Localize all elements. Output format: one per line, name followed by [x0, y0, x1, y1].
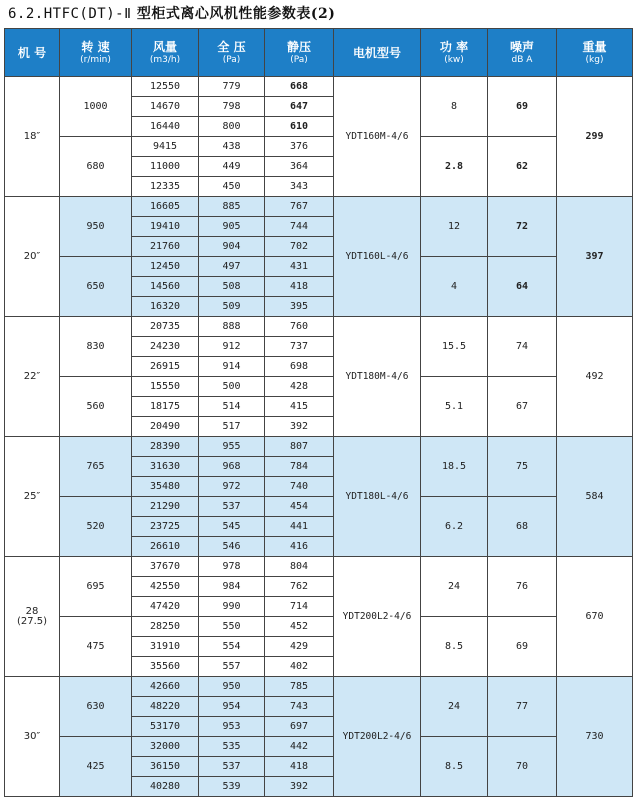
static-pressure-cell: 428: [265, 377, 334, 397]
airflow-cell: 28390: [132, 437, 199, 457]
title-prefix: 6.2.HTFC(DT)-Ⅱ: [8, 6, 132, 22]
total-pressure-cell: 537: [199, 757, 265, 777]
airflow-cell: 47420: [132, 597, 199, 617]
header-row: [5, 29, 633, 77]
table-row: [5, 437, 633, 457]
power-cell: 6.2: [421, 497, 488, 557]
speed-cell: 680: [60, 137, 132, 197]
total-pressure-cell: 508: [199, 277, 265, 297]
fan-size: 20″: [23, 250, 41, 262]
airflow-cell: 14560: [132, 277, 199, 297]
airflow-cell: 35480: [132, 477, 199, 497]
total-pressure-cell: 800: [199, 117, 265, 137]
airflow-cell: 24230: [132, 337, 199, 357]
total-pressure-cell: 554: [199, 637, 265, 657]
static-pressure-cell: 431: [265, 257, 334, 277]
static-pressure-cell: 376: [265, 137, 334, 157]
power-cell: 24: [421, 557, 488, 617]
table-row: [5, 617, 633, 637]
weight-cell: 492: [557, 317, 633, 437]
static-pressure-cell: 740: [265, 477, 334, 497]
airflow-cell: 16605: [132, 197, 199, 217]
fan-size-cell: [5, 557, 60, 677]
airflow-cell: 35560: [132, 657, 199, 677]
table-row: [5, 77, 633, 97]
total-pressure-cell: 914: [199, 357, 265, 377]
total-pressure-cell: 546: [199, 537, 265, 557]
static-pressure-cell: 416: [265, 537, 334, 557]
total-pressure-cell: 509: [199, 297, 265, 317]
total-pressure-cell: 450: [199, 177, 265, 197]
static-pressure-cell: 415: [265, 397, 334, 417]
noise-cell: 72: [488, 197, 557, 257]
airflow-cell: 32000: [132, 737, 199, 757]
airflow-cell: 12550: [132, 77, 199, 97]
performance-table: [4, 28, 633, 797]
speed-cell: 630: [60, 677, 132, 737]
total-pressure-cell: 517: [199, 417, 265, 437]
fan-size-cell: [5, 437, 60, 557]
static-pressure-cell: 442: [265, 737, 334, 757]
fan-size: 25″: [23, 490, 41, 502]
speed-cell: 830: [60, 317, 132, 377]
static-pressure-cell: 610: [265, 117, 334, 137]
table-row: [5, 677, 633, 697]
page-title: [8, 3, 335, 23]
total-pressure-cell: 557: [199, 657, 265, 677]
speed-cell: 560: [60, 377, 132, 437]
speed-cell: 425: [60, 737, 132, 797]
motor-cell: YDT180L-4/6: [334, 437, 421, 557]
airflow-cell: 31630: [132, 457, 199, 477]
total-pressure-cell: 968: [199, 457, 265, 477]
static-pressure-cell: 402: [265, 657, 334, 677]
weight-cell: 670: [557, 557, 633, 677]
total-pressure-cell: 514: [199, 397, 265, 417]
total-pressure-cell: 779: [199, 77, 265, 97]
airflow-cell: 19410: [132, 217, 199, 237]
airflow-cell: 36150: [132, 757, 199, 777]
static-pressure-cell: 392: [265, 417, 334, 437]
table-row: [5, 737, 633, 757]
static-pressure-cell: 395: [265, 297, 334, 317]
motor-cell: YDT160M-4/6: [334, 77, 421, 197]
header-model: 机 号: [5, 29, 60, 77]
fan-size: 18″: [23, 130, 41, 142]
power-cell: 8.5: [421, 617, 488, 677]
noise-cell: 64: [488, 257, 557, 317]
static-pressure-cell: 743: [265, 697, 334, 717]
fan-size-cell: [5, 317, 60, 437]
noise-cell: 67: [488, 377, 557, 437]
total-pressure-cell: 912: [199, 337, 265, 357]
title-main: 型柜式离心风机性能参数表(2): [136, 6, 336, 22]
speed-cell: 765: [60, 437, 132, 497]
fan-size: 30″: [23, 730, 41, 742]
noise-cell: 76: [488, 557, 557, 617]
airflow-cell: 21290: [132, 497, 199, 517]
fan-size: 28: [25, 605, 39, 617]
power-cell: 8: [421, 77, 488, 137]
fan-size: 22″: [23, 370, 41, 382]
static-pressure-cell: 668: [265, 77, 334, 97]
total-pressure-cell: 978: [199, 557, 265, 577]
speed-cell: 695: [60, 557, 132, 617]
total-pressure-cell: 545: [199, 517, 265, 537]
airflow-cell: 21760: [132, 237, 199, 257]
airflow-cell: 12450: [132, 257, 199, 277]
airflow-cell: 18175: [132, 397, 199, 417]
noise-cell: 75: [488, 437, 557, 497]
noise-cell: 68: [488, 497, 557, 557]
airflow-cell: 26610: [132, 537, 199, 557]
airflow-cell: 26915: [132, 357, 199, 377]
header-weight: 重量 (kg): [557, 29, 633, 77]
static-pressure-cell: 647: [265, 97, 334, 117]
total-pressure-cell: 904: [199, 237, 265, 257]
weight-cell: 584: [557, 437, 633, 557]
static-pressure-cell: 441: [265, 517, 334, 537]
fan-size-cell: [5, 677, 60, 797]
airflow-cell: 23725: [132, 517, 199, 537]
total-pressure-cell: 497: [199, 257, 265, 277]
airflow-cell: 20735: [132, 317, 199, 337]
fan-size-alt: (27.5): [16, 615, 48, 627]
static-pressure-cell: 452: [265, 617, 334, 637]
static-pressure-cell: 760: [265, 317, 334, 337]
speed-cell: 475: [60, 617, 132, 677]
static-pressure-cell: 762: [265, 577, 334, 597]
total-pressure-cell: 888: [199, 317, 265, 337]
airflow-cell: 53170: [132, 717, 199, 737]
speed-cell: 1000: [60, 77, 132, 137]
power-cell: 24: [421, 677, 488, 737]
speed-cell: 520: [60, 497, 132, 557]
airflow-cell: 20490: [132, 417, 199, 437]
static-pressure-cell: 744: [265, 217, 334, 237]
total-pressure-cell: 954: [199, 697, 265, 717]
table-row: [5, 137, 633, 157]
fan-size-cell: [5, 197, 60, 317]
table-row: [5, 257, 633, 277]
total-pressure-cell: 537: [199, 497, 265, 517]
power-cell: 5.1: [421, 377, 488, 437]
total-pressure-cell: 550: [199, 617, 265, 637]
total-pressure-cell: 885: [199, 197, 265, 217]
total-pressure-cell: 955: [199, 437, 265, 457]
fan-size-cell: [5, 77, 60, 197]
airflow-cell: 28250: [132, 617, 199, 637]
static-pressure-cell: 785: [265, 677, 334, 697]
static-pressure-cell: 767: [265, 197, 334, 217]
table-row: [5, 377, 633, 397]
static-pressure-cell: 454: [265, 497, 334, 517]
airflow-cell: 16440: [132, 117, 199, 137]
header-speed: 转 速 (r/min): [60, 29, 132, 77]
weight-cell: 299: [557, 77, 633, 197]
airflow-cell: 12335: [132, 177, 199, 197]
airflow-cell: 14670: [132, 97, 199, 117]
power-cell: 12: [421, 197, 488, 257]
noise-cell: 69: [488, 77, 557, 137]
motor-cell: YDT180M-4/6: [334, 317, 421, 437]
weight-cell: 730: [557, 677, 633, 797]
noise-cell: 70: [488, 737, 557, 797]
power-cell: 4: [421, 257, 488, 317]
header-motor: 电机型号: [334, 29, 421, 77]
noise-cell: 62: [488, 137, 557, 197]
total-pressure-cell: 972: [199, 477, 265, 497]
static-pressure-cell: 364: [265, 157, 334, 177]
total-pressure-cell: 984: [199, 577, 265, 597]
total-pressure-cell: 500: [199, 377, 265, 397]
total-pressure-cell: 449: [199, 157, 265, 177]
static-pressure-cell: 418: [265, 757, 334, 777]
header-airflow: 风量 (m3/h): [132, 29, 199, 77]
airflow-cell: 37670: [132, 557, 199, 577]
static-pressure-cell: 702: [265, 237, 334, 257]
header-total-pressure: 全 压 (Pa): [199, 29, 265, 77]
static-pressure-cell: 784: [265, 457, 334, 477]
airflow-cell: 31910: [132, 637, 199, 657]
static-pressure-cell: 698: [265, 357, 334, 377]
static-pressure-cell: 429: [265, 637, 334, 657]
total-pressure-cell: 535: [199, 737, 265, 757]
power-cell: 8.5: [421, 737, 488, 797]
noise-cell: 69: [488, 617, 557, 677]
speed-cell: 650: [60, 257, 132, 317]
table-row: [5, 317, 633, 337]
airflow-cell: 9415: [132, 137, 199, 157]
static-pressure-cell: 392: [265, 777, 334, 797]
total-pressure-cell: 539: [199, 777, 265, 797]
header-power: 功 率 (kw): [421, 29, 488, 77]
airflow-cell: 16320: [132, 297, 199, 317]
static-pressure-cell: 697: [265, 717, 334, 737]
motor-cell: YDT200L2-4/6: [334, 677, 421, 797]
total-pressure-cell: 438: [199, 137, 265, 157]
table-row: [5, 557, 633, 577]
power-cell: 2.8: [421, 137, 488, 197]
total-pressure-cell: 905: [199, 217, 265, 237]
noise-cell: 74: [488, 317, 557, 377]
static-pressure-cell: 714: [265, 597, 334, 617]
airflow-cell: 42660: [132, 677, 199, 697]
airflow-cell: 42550: [132, 577, 199, 597]
static-pressure-cell: 343: [265, 177, 334, 197]
motor-cell: YDT200L2-4/6: [334, 557, 421, 677]
static-pressure-cell: 737: [265, 337, 334, 357]
airflow-cell: 40280: [132, 777, 199, 797]
airflow-cell: 15550: [132, 377, 199, 397]
speed-cell: 950: [60, 197, 132, 257]
airflow-cell: 48220: [132, 697, 199, 717]
static-pressure-cell: 804: [265, 557, 334, 577]
static-pressure-cell: 807: [265, 437, 334, 457]
table-row: [5, 497, 633, 517]
noise-cell: 77: [488, 677, 557, 737]
total-pressure-cell: 798: [199, 97, 265, 117]
motor-cell: YDT160L-4/6: [334, 197, 421, 317]
header-static-pressure: 静压 (Pa): [265, 29, 334, 77]
power-cell: 15.5: [421, 317, 488, 377]
static-pressure-cell: 418: [265, 277, 334, 297]
power-cell: 18.5: [421, 437, 488, 497]
weight-cell: 397: [557, 197, 633, 317]
header-noise: 噪声 dB A: [488, 29, 557, 77]
total-pressure-cell: 990: [199, 597, 265, 617]
total-pressure-cell: 950: [199, 677, 265, 697]
table-body: [5, 77, 633, 797]
airflow-cell: 11000: [132, 157, 199, 177]
total-pressure-cell: 953: [199, 717, 265, 737]
table-row: [5, 197, 633, 217]
